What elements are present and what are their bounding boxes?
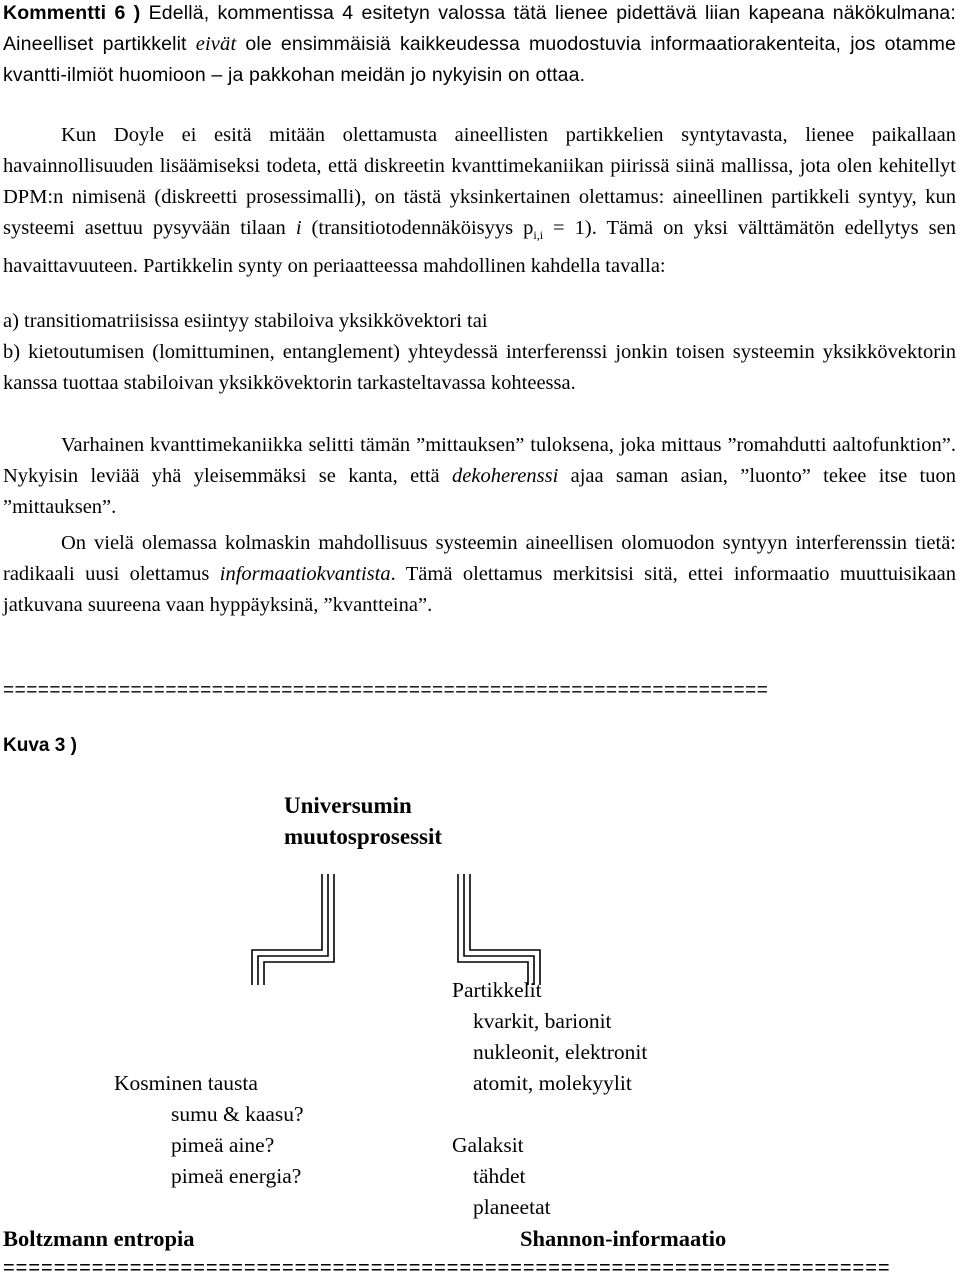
comment-6-label: Kommentti 6 ) — [3, 2, 141, 24]
varhainen-emphasis: dekoherenssi — [452, 465, 559, 487]
diagram-title-line2: muutosprosessit — [284, 824, 443, 849]
doyle-subscript: i,i — [533, 228, 544, 243]
option-a: a) transitiomatriisissa esiintyy stabiloiva yksikkövektori tai — [3, 310, 488, 332]
third-emphasis: informaatiokvantista — [219, 563, 391, 585]
right-heading-partikkelit: Partikkelit — [452, 978, 542, 1002]
varhainen-text-b: ajaa saman asian, ”luonto” tekee itse tuon ”mittauksen”. — [3, 465, 956, 518]
right-item-2: nukleonit, elektronit — [473, 1040, 648, 1064]
comment-6-intro: Edellä, kommentissa 4 esitetyn valossa tätä lienee pidettävä liian kapeana näkökulmana: Aineelliset partikkelit — [3, 2, 956, 55]
comment-6-intro-end: ole ensimmäisiä kaikkeudessa muodostuvia informaatiorakenteita, jos otamme kvantti-ilmiöt huomioon – ja pakkohan meidän jo nykyisin on ottaa. — [3, 33, 956, 86]
connector-right-inner — [458, 874, 528, 985]
diagram-title-line1: Universumin — [284, 793, 412, 818]
separator-top: ================================================================== — [3, 680, 769, 701]
connector-left-middle — [258, 874, 328, 985]
bottom-right-shannon: Shannon-informaatio — [520, 1226, 727, 1251]
doyle-var-i: i — [295, 217, 302, 239]
figure-label: Kuva 3 ) — [3, 735, 77, 756]
left-heading-kosminen-tausta: Kosminen tausta — [114, 1071, 258, 1095]
right-item-4: tähdet — [473, 1164, 526, 1188]
right-item-5: planeetat — [473, 1195, 551, 1219]
connector-right-outer — [470, 874, 540, 985]
doyle-text-c: = 1). Tämä on yksi välttämätön edellytys sen havaittavuuteen. Partikkelin synty on periaatteessa mahdollinen kahdella tavalla: — [3, 217, 956, 278]
left-item-1: sumu & kaasu? — [171, 1102, 304, 1126]
right-item-3: atomit, molekyylit — [473, 1071, 632, 1095]
left-item-3: pimeä energia? — [171, 1164, 302, 1188]
connector-left-inner — [264, 874, 334, 985]
varhainen-text-a: Varhainen kvanttimekaniikka selitti tämän ”mittauksen” tuloksena, joka mittaus ”romahdutti aaltofunktion”. Nykyisin leviää yhä yleisemmäksi se kanta, että — [3, 434, 956, 487]
bottom-left-boltzmann: Boltzmann entropia — [3, 1226, 195, 1251]
third-text-a: On vielä olemassa kolmaskin mahdollisuus systeemin aineellisen olomuodon syntyyn interferenssin tietä: radikaali uusi olettamus — [3, 532, 956, 585]
right-item-1: kvarkit, barionit — [473, 1009, 612, 1033]
option-b: b) kietoutumisen (lomittuminen, entanglement) yhteydessä interferenssi jonkin toisen systeemin yksikkövektorin kanssa tuottaa stabiloivan yksikkövektorin tarkasteltavassa kohteessa. — [3, 341, 956, 394]
right-heading-galaksit: Galaksit — [452, 1133, 524, 1157]
doyle-text-a: Kun Doyle ei esitä mitään olettamusta aineellisten partikkelien syntytavasta, lienee paikallaan havainnollisuuden lisäämiseksi todeta, että diskreetin kvanttimekaniikan piirissä siinä mallissa, jota olen kehitellyt DPM:n nimisenä (diskreetti prosessimalli), on tästä yksinkertainen olettamus: aineellinen partikkeli syntyy, kun systeemi asettuu pysyvään tilaan — [3, 124, 956, 239]
third-text-b: . Tämä olettamus merkitsisi sitä, ettei informaatio muuttuisikaan jatkuvana suureena vaan hyppäyksinä, ”kvantteina”. — [3, 563, 957, 616]
separator-bottom: ====================================================================== — [3, 1257, 891, 1279]
doyle-text-b: (transitiotodennäköisyys p — [301, 217, 534, 239]
connector-left-outer — [252, 874, 322, 985]
left-item-2: pimeä aine? — [171, 1133, 275, 1157]
comment-6-emphasis: eivät — [195, 33, 237, 55]
connector-right-middle — [464, 874, 534, 985]
